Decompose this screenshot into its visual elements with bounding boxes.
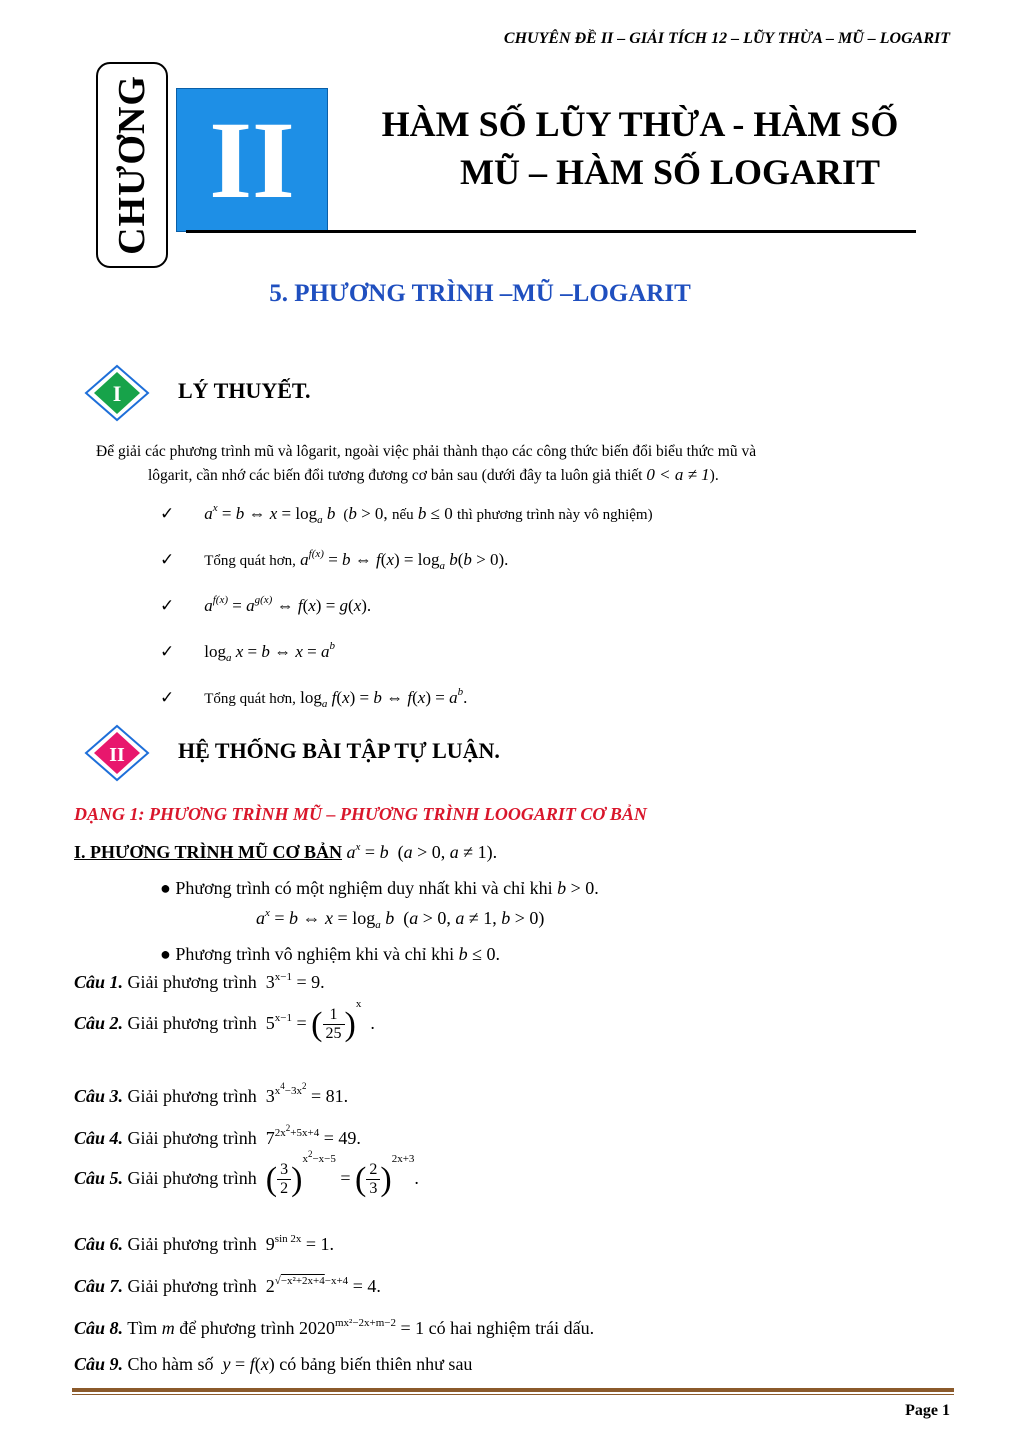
page-number: Page 1 [905,1402,950,1419]
lesson-title: 5. PHƯƠNG TRÌNH –MŨ –LOGARIT [269,280,691,307]
subsection-bullet-1: ● Phương trình có một nghiệm duy nhất khi và chỉ khi b > 0. [160,878,599,898]
section1-title: LÝ THUYẾT. [178,378,311,403]
title-rule [186,230,916,233]
chapter-title [340,100,940,196]
check-icon: ✓ [160,688,175,707]
theory-intro-line2: lôgarit, cần nhớ các biến đổi tương đương cơ bản sau (dưới đây ta luôn giả thiết 0 < a ≠ 1). [148,465,719,484]
theory-condition: 0 < a ≠ 1 [646,465,710,484]
chapter-tab [96,62,168,268]
theory-item-4: ✓ $\log_a x = b$ ⇔ $x = a^b$ [160,640,336,664]
theory-item-1: ✓ $a^x = b$ ⇔ $x = \log_a b$ (b > 0, nếu b ≤ 0 thì phương trình này vô nghiệm) [160,502,653,526]
theory-item-3: ✓ $a^{f(x)} = a^{g(x)}$ ⇔ f(x) = g(x). [160,594,372,615]
question-8: Câu 8. Tìm m để phương trình $2020^{mx^2-2x+m-2} = 1$ có hai nghiệm trái dấu. [74,1317,595,1338]
check-icon: ✓ [160,504,175,523]
chapter-numeral-box [176,88,328,232]
section1-diamond-icon [72,362,162,424]
chapter-title-line1: HÀM SỐ LŨY THỪA - HÀM SỐ [381,104,899,144]
section2-numeral: II [109,744,125,766]
question-2: Câu 2. Giải phương trình $5^{x-1}$ = ( $\frac{1}{25}$ )$^x$ . [74,998,375,1043]
footer-rule [72,1388,954,1392]
question-1: Câu 1. Giải phương trình $3^{x-1} = 9$. [74,971,325,992]
check-icon: ✓ [160,550,175,569]
question-4: Câu 4. Giải phương trình $7^{2x^2+5x+4} = 49$. [74,1123,361,1148]
section1-numeral: I [112,381,122,406]
subsection-heading: I. PHƯƠNG TRÌNH MŨ CƠ BẢN $a^x = b$ (a > 0, a ≠ 1). [74,841,498,862]
theory-intro-line1: Để giải các phương trình mũ và lôgarit, ngoài việc phải thành thạo các công thức biến đổi biểu thức mũ và [96,443,757,460]
chapter-numeral: II [209,99,295,221]
running-head: CHUYÊN ĐỀ II – GIẢI TÍCH 12 – LŨY THỪA – MŨ – LOGARIT [503,30,950,47]
subsection-formula: $a^x = b$ ⇔ $x = \log_a b$ (a > 0, a ≠ 1, b > 0) [256,907,545,931]
chapter-title-line2: MŨ – HÀM SỐ LOGARIT [459,152,880,192]
section2-diamond-icon [72,722,162,784]
question-3: Câu 3. Giải phương trình $3^{x^4-3x^2} = 81$. [74,1081,349,1106]
check-icon: ✓ [160,642,175,661]
question-6: Câu 6. Giải phương trình $9^{sin 2x} = 1$. [74,1233,335,1254]
theory-item-5: ✓ Tổng quát hơn, $\log_a f(x) = b$ ⇔ $f(x) = a^b$. [160,686,468,710]
footer-rule-thin [72,1394,954,1395]
question-7: Câu 7. Giải phương trình $2^{√-x^2+2x+4-x+4} = 4$. [74,1275,381,1296]
question-5: Câu 5. Giải phương trình ( $\frac{3}{2}$ )$^{x^2-x-5}$ = ( $\frac{2}{3}$ )$^{2x+3}$. [74,1149,419,1198]
check-icon: ✓ [160,596,175,615]
question-9: Câu 9. Cho hàm số y = f(x) có bảng biến thiên như sau [74,1354,473,1374]
subsection-bullet-2: ● Phương trình vô nghiệm khi và chỉ khi b ≤ 0. [160,944,501,964]
theory-item-2: ✓ Tổng quát hơn, $a^{f(x)} = b$ ⇔ $f(x) = \log_a b(b > 0)$. [160,548,509,572]
section2-title: HỆ THỐNG BÀI TẬP TỰ LUẬN. [178,738,500,763]
dang1-title: DẠNG 1: PHƯƠNG TRÌNH MŨ – PHƯƠNG TRÌNH LOOGARIT CƠ BẢN [74,804,647,824]
chapter-label: CHƯƠNG [111,75,153,255]
